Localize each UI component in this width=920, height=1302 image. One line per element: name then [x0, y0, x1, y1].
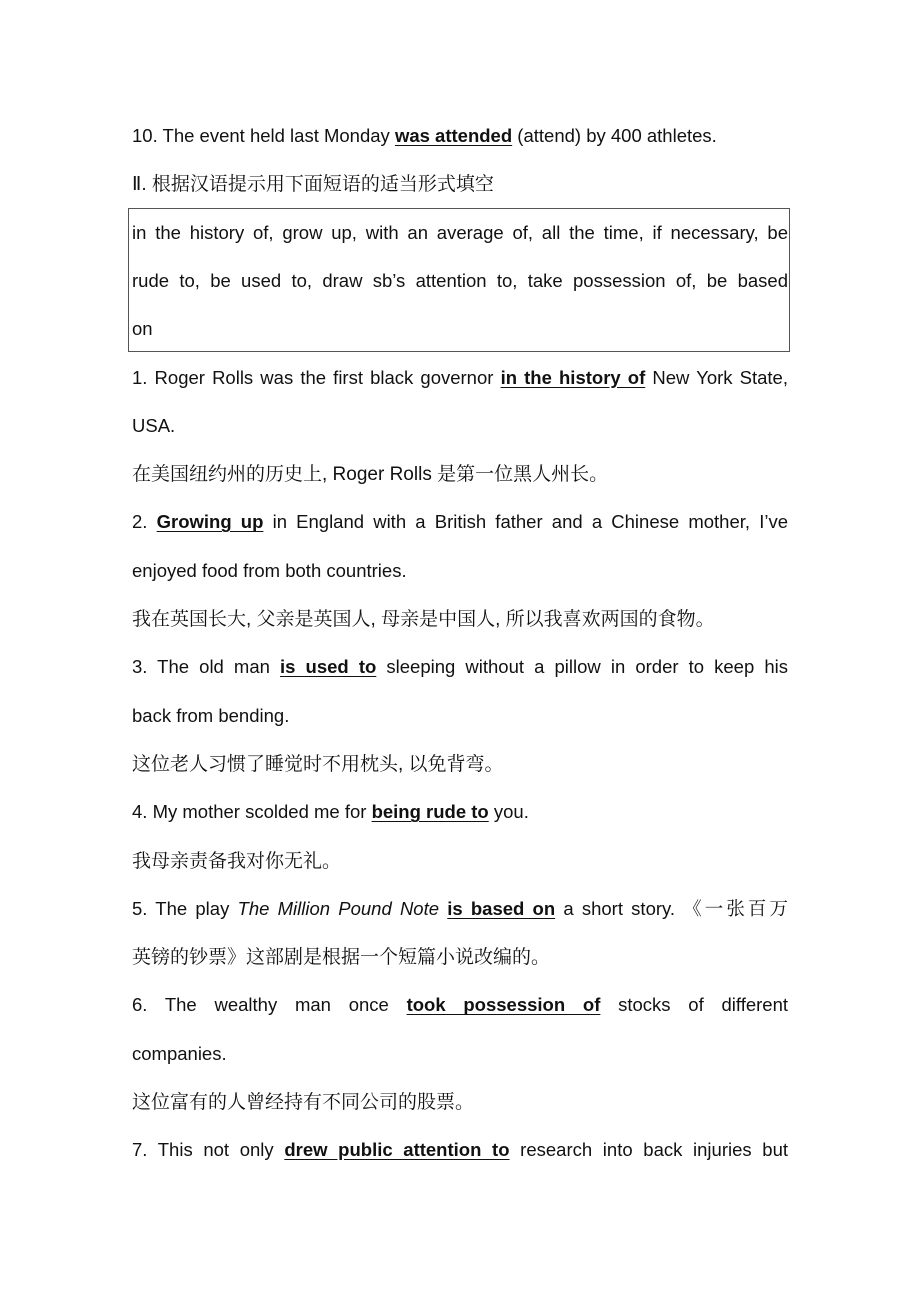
exercise-line — [132, 1041, 788, 1067]
answer-text: in the history of — [500, 366, 646, 388]
text-segment: 我母亲责备我对你无礼。 — [132, 850, 342, 872]
answer-text: drew public attention to — [284, 1139, 510, 1161]
italic-title: The Million Pound Note — [237, 897, 440, 919]
text-segment: 2. — [132, 511, 157, 533]
exercise-line — [132, 703, 788, 729]
text-segment: in the history of, grow up, with an average of, all the time, if necessary, be — [132, 221, 788, 243]
answer-text: took possession of — [406, 994, 601, 1016]
text-segment: sleeping without a pillow in order to keep his — [376, 656, 788, 678]
translation-line — [132, 606, 788, 633]
exercise-line — [132, 123, 788, 149]
text-segment: research into back injuries but — [509, 1139, 788, 1161]
text-segment: 这位富有的人曾经持有不同公司的股票。 — [132, 1092, 475, 1113]
text-segment: stocks of different — [600, 994, 788, 1016]
answer-text: was attended — [394, 125, 513, 146]
text-segment: 4. My mother scolded me for — [132, 801, 372, 823]
text-segment: enjoyed food from both countries. — [132, 559, 407, 581]
exercise-line — [132, 1137, 788, 1163]
text-segment: on — [132, 318, 153, 340]
phrase-bank-line — [132, 220, 788, 246]
text-segment: Ⅱ. 根据汉语提示用下面短语的适当形式填空 — [132, 174, 494, 196]
answer-text: is used to — [280, 656, 377, 678]
text-segment: 我在英国长大, 父亲是英国人, 母亲是中国人, 所以我喜欢两国的食物。 — [132, 609, 715, 630]
text-segment: companies. — [132, 1042, 227, 1064]
text-segment: 3. The old man — [132, 656, 281, 678]
translation-line — [132, 1089, 788, 1116]
text-segment: in England with a British father and a Chinese mother, I’ve — [263, 511, 788, 533]
translation-line — [132, 751, 788, 778]
phrase-bank-line — [132, 316, 788, 342]
text-segment: (attend) by 400 athletes. — [512, 125, 717, 146]
answer-text: is based on — [447, 897, 556, 919]
text-segment: rude to, be used to, draw sb’s attention to, take possession of, be based — [132, 269, 788, 291]
text-segment: 1. Roger Rolls was the first black governor — [132, 366, 501, 388]
exercise-line — [132, 896, 788, 922]
text-segment: back from bending. — [132, 704, 290, 726]
text-segment: 5. The play — [132, 897, 238, 919]
exercise-line — [132, 558, 788, 584]
exercise-line — [132, 992, 788, 1018]
phrase-bank-line — [132, 268, 788, 294]
exercise-line — [132, 509, 788, 535]
text-segment: 7. This not only — [132, 1139, 285, 1161]
exercise-line — [132, 413, 788, 439]
exercise-line — [132, 654, 788, 680]
text-segment: 这位老人习惯了睡觉时不用枕头, 以免背弯。 — [132, 753, 504, 775]
text-segment: New York State, — [645, 366, 788, 388]
text-segment: 6. The wealthy man once — [132, 994, 407, 1016]
exercise-line — [132, 365, 788, 391]
text-segment: USA. — [132, 414, 176, 436]
translation-line — [132, 944, 788, 971]
text-segment: 在美国纽约州的历史上, Roger Rolls 是第一位黑人州长。 — [132, 464, 609, 486]
text-segment: you. — [488, 801, 529, 823]
translation-line — [132, 848, 788, 875]
exercise-line — [132, 799, 788, 825]
translation-line — [132, 461, 788, 488]
text-segment: 10. The event held last Monday — [132, 125, 395, 146]
answer-text: Growing up — [156, 511, 264, 533]
text-segment: 英镑的钞票》这部剧是根据一个短篇小说改编的。 — [132, 947, 551, 969]
answer-text: being rude to — [371, 801, 489, 823]
text-segment: a short story. 《一张百万 — [555, 897, 788, 919]
section-heading — [132, 171, 788, 198]
